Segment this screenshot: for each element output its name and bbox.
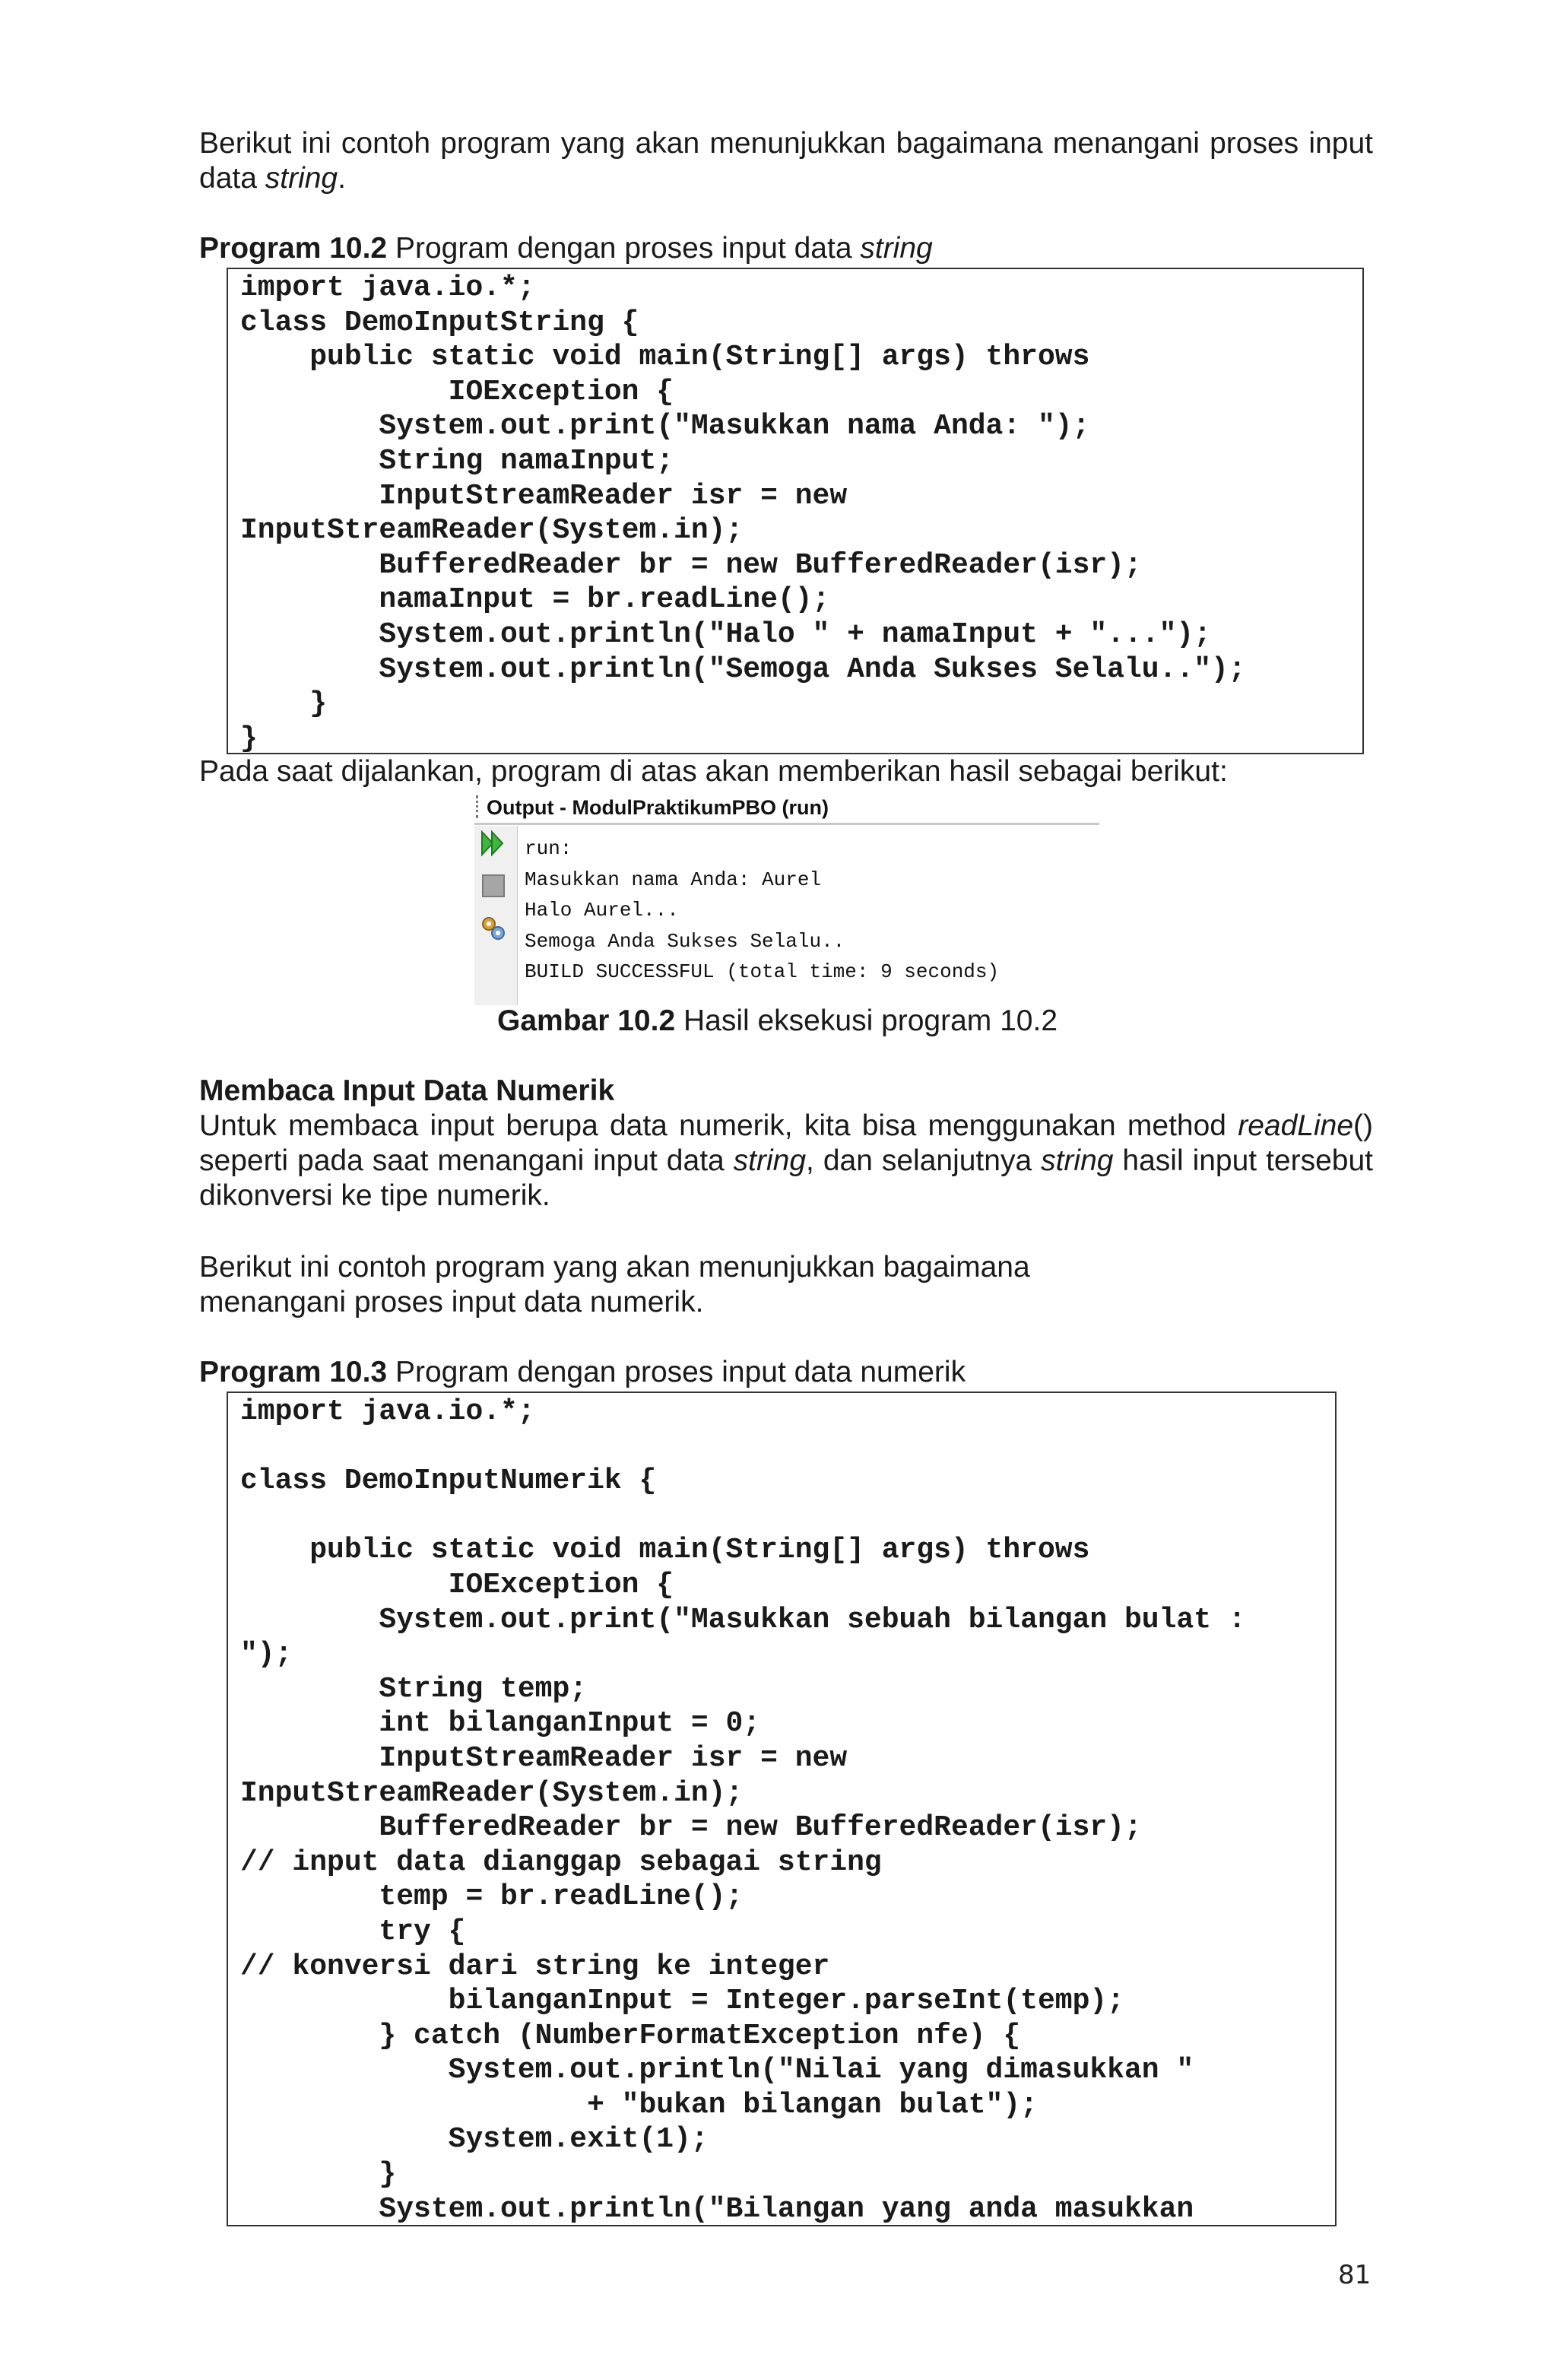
numeric-p1-emphasis-string-1: string [733, 1144, 807, 1177]
program-10-3-label: Program 10.3 [199, 1356, 388, 1388]
intro-text: Berikut ini contoh program yang akan menunjukkan bagaimana menangani proses input data [199, 127, 1373, 195]
section-heading-text: Membaca Input Data Numerik [199, 1074, 615, 1107]
output-window-title: Output - ModulPraktikumPBO (run) [487, 796, 829, 819]
numeric-p1-text-d: hasil input tersebut dikonversi ke tipe numerik. [199, 1144, 1373, 1212]
program-10-2-code-box [227, 268, 1364, 754]
numeric-p1-text-a: Untuk membaca input berupa data numerik, kita bisa menggunakan method [199, 1109, 1238, 1142]
output-console-text: run: Masukkan nama Anda: Aurel Halo Aurel... Semoga Anda Sukses Selalu.. BUILD SUCCESSFUL (total time: 9 seconds) [525, 837, 1000, 983]
numeric-p1-text-b: () seperti pada saat menangani input data [199, 1109, 1373, 1177]
figure-10-2-caption-text: Hasil eksekusi program 10.2 [675, 1004, 1058, 1037]
program-10-3-caption-text: Program dengan proses input data numerik [387, 1356, 966, 1388]
program-10-2-caption-text: Program dengan proses input data [387, 232, 861, 265]
output-window-header [474, 792, 1099, 825]
drag-grip-icon[interactable] [476, 795, 481, 818]
figure-10-2-caption [497, 1004, 1058, 1039]
after-run-text: Pada saat dijalankan, program di atas akan memberikan hasil sebagai berikut: [199, 755, 1228, 788]
stop-icon[interactable] [479, 871, 508, 900]
numeric-p1-emphasis-readline: readLine [1238, 1109, 1354, 1142]
numeric-paragraph-1 [199, 1109, 1373, 1214]
program-10-2-label: Program 10.2 [199, 232, 388, 265]
numeric-paragraph-2-line-2: menangani proses input data numerik. [199, 1286, 704, 1319]
numeric-p1-emphasis-string-2: string [1041, 1144, 1114, 1177]
intro-paragraph [199, 126, 1373, 196]
program-10-3-code: import java.io.*; class DemoInputNumerik { public static void main(String[] args) throws IOException { System.out.print("Masukkan sebuah bilangan bulat : "); String temp; int bilanganInput = 0; InputStreamReader isr = new InputStreamReader(System.in); BufferedReader br = new BufferedReader(isr); // input data dianggap sebagai string temp = br.readLine(); try { // konversi dari string ke integer bilanganInput = Integer.parseInt(temp); } catch (NumberFormatException nfe) { System.out.println("Nilai yang dimasukkan " + "bukan bilangan bulat"); System.exit(1); } System.out.println("Bilangan yang anda masukkan [240, 1395, 1246, 2226]
intro-text-end: . [338, 162, 346, 195]
settings-icon[interactable] [479, 914, 508, 943]
output-toolbar [474, 826, 518, 1005]
rerun-icon[interactable] [479, 829, 508, 858]
figure-10-2-label: Gambar 10.2 [497, 1004, 676, 1037]
program-10-2-code: import java.io.*; class DemoInputString { public static void main(String[] args) throws IOException { System.out.print("Masukkan nama Anda: "); String namaInput; InputStreamReader isr = new InputStreamReader(System.in); BufferedReader br = new BufferedReader(isr); namaInput = br.readLine(); System.out.println("Halo " + namaInput + "..."); System.out.println("Semoga Anda Sukses Selalu.."); } } [240, 271, 1246, 755]
program-10-2-caption [199, 231, 933, 266]
section-heading [199, 1074, 614, 1109]
page-number: 81 [1338, 2260, 1371, 2290]
intro-emphasis: string [265, 162, 338, 195]
numeric-p1-text-c: , dan selanjutnya [806, 1144, 1042, 1177]
program-10-3-code-box [227, 1392, 1337, 2226]
numeric-paragraph-2-line-1: Berikut ini contoh program yang akan menunjukkan bagaimana [199, 1251, 1030, 1284]
program-10-3-caption [199, 1355, 966, 1390]
output-window [474, 792, 1099, 1005]
program-10-2-caption-emphasis: string [860, 232, 933, 265]
